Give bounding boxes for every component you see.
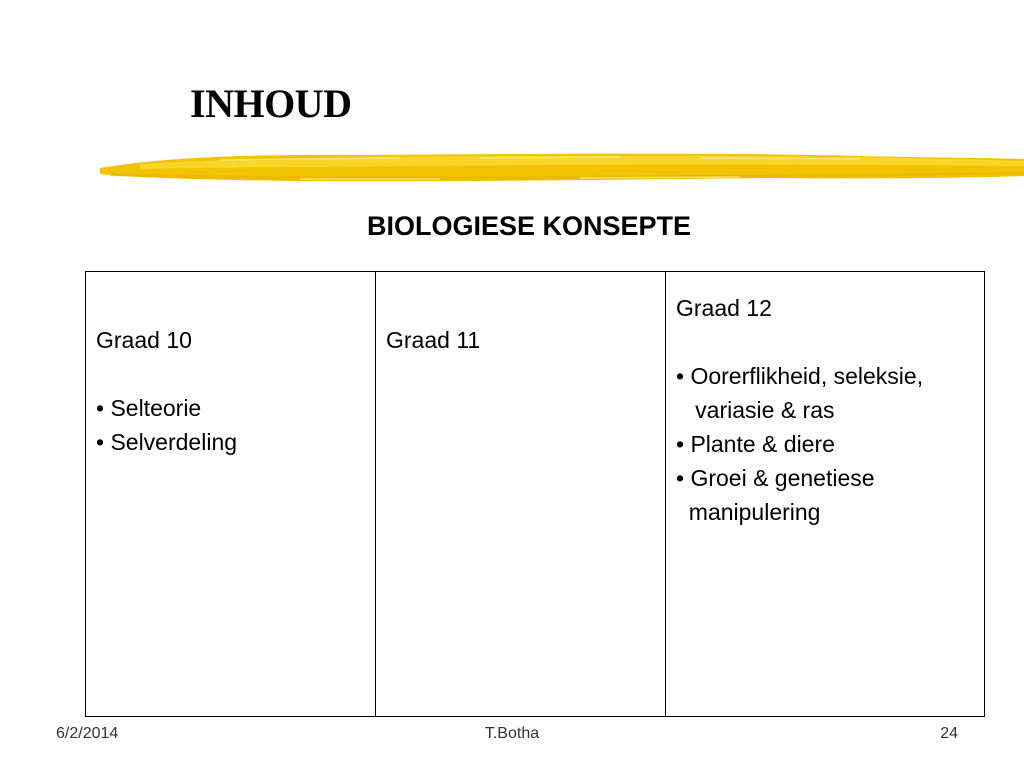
- grade-11-cell: [376, 272, 666, 717]
- list-item: • Selteorie: [96, 395, 202, 421]
- list-item: • Oorerflikheid, seleksie,: [676, 363, 924, 389]
- slide-title: INHOUD: [190, 81, 352, 126]
- table-row: [86, 272, 985, 717]
- grade-12-cell: [666, 272, 985, 717]
- list-item: variasie & ras: [676, 397, 835, 423]
- list-item: • Selverdeling: [96, 429, 238, 455]
- footer-page-number: 24: [940, 725, 958, 742]
- list-item: • Plante & diere: [676, 431, 835, 457]
- highlighter-stroke-decoration: [100, 146, 1024, 190]
- grade-content-table: [85, 271, 985, 717]
- list-item: manipulering: [676, 499, 821, 525]
- list-item: • Groei & genetiese: [676, 465, 875, 491]
- grade-10-cell: [86, 272, 376, 717]
- grade-12-heading: Graad 12: [676, 295, 772, 321]
- grade-10-heading: Graad 10: [96, 327, 192, 353]
- footer-author: T.Botha: [484, 725, 540, 742]
- grade-11-heading: Graad 11: [386, 327, 481, 353]
- footer-date: 6/2/2014: [56, 725, 119, 742]
- slide-subtitle: BIOLOGIESE KONSEPTE: [366, 211, 692, 241]
